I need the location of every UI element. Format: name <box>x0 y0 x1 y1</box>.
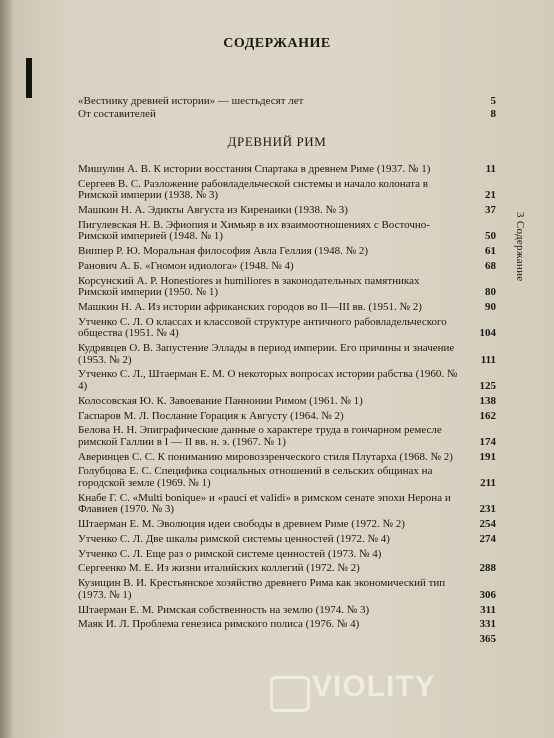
toc-entry-page: 365 <box>479 633 496 646</box>
toc-entry-text: Сергеев В. С. Разложение рабовладельческой системы и начало колоната в Римской империи (1938. № 3) <box>78 177 428 202</box>
toc-entry <box>78 246 496 258</box>
toc-entry-page: 231 <box>479 503 496 516</box>
front-matter-title: «Вестнику древней истории» — шестьдесят лет <box>78 95 304 107</box>
toc-entry-page: 61 <box>485 245 496 258</box>
toc-entry-text: Сергеенко М. Е. Из жизни италийских коллегий (1972. № 2) <box>78 562 360 575</box>
toc-entry <box>78 261 496 273</box>
toc-entry-page: 174 <box>479 435 496 448</box>
toc-entry-text: Кудрявцев О. В. Запустение Эллады в период империи. Его причины и значение (1953. № 2) <box>78 342 455 366</box>
toc-entry <box>78 452 496 464</box>
toc-entry-text: Пигулевская Н. В. Эфиопия и Химьяр в их взаимоотношениях с Восточно-Римской империей (1948. № 1) <box>78 218 430 243</box>
toc-entry-text: Утченко С. Л. Еще раз о римской системе ценностей (1973. № 4) <box>78 547 382 560</box>
front-matter-title: От составителей <box>78 108 156 120</box>
running-header: 3 Содержание <box>514 212 526 282</box>
watermark-logo-icon <box>270 676 310 712</box>
toc-entry-text: Утченко С. Л. О классах и классовой структуре античного рабовладельческого общества (1951. № 4) <box>78 315 447 340</box>
toc-entry <box>78 302 496 314</box>
front-matter-row <box>78 95 496 108</box>
toc-entry-page: 162 <box>479 409 496 422</box>
toc-entry-page: 331 <box>479 618 496 631</box>
toc-entry <box>78 519 496 531</box>
toc-entry <box>78 634 496 646</box>
toc-entry-page: 21 <box>485 189 496 202</box>
toc-entry <box>78 220 496 243</box>
toc-entry-text: Машкин Н. А. Эдикты Августа из Киренаики (1938. № 3) <box>78 204 348 217</box>
toc-entry <box>78 549 496 561</box>
toc-entry-text: Утченко С. Л., Штаерман Е. М. О некоторых вопросах истории рабства (1960. № 4) <box>78 368 458 392</box>
front-matter-page: 8 <box>490 108 496 120</box>
toc-entry <box>78 179 496 202</box>
toc-entry <box>78 369 496 392</box>
toc-entry-page: 288 <box>479 562 496 575</box>
toc-entry <box>78 205 496 217</box>
front-matter-row <box>78 108 496 121</box>
toc-entry-page: 211 <box>480 476 496 489</box>
toc-entry <box>78 396 496 408</box>
toc-entry-page: 50 <box>485 230 496 243</box>
toc-entry <box>78 276 496 299</box>
toc-entry-page: 125 <box>479 379 496 392</box>
toc-entry-text: Мишулин А. В. К истории восстания Спартака в древнем Риме (1937. № 1) <box>78 163 431 175</box>
toc-entry-page: 80 <box>485 286 496 299</box>
front-matter-page: 5 <box>490 95 496 107</box>
watermark-text: VIOLITY <box>312 670 436 703</box>
toc-entry-text: Колосовская Ю. К. Завоевание Паннонии Римом (1961. № 1) <box>78 394 363 407</box>
toc-entry <box>78 563 496 575</box>
toc-entry <box>78 466 496 489</box>
toc-entry-page: 11 <box>485 163 496 175</box>
toc-entry-page: 138 <box>479 394 496 407</box>
section-title: ДРЕВНИЙ РИМ <box>227 134 327 149</box>
toc-entry <box>78 534 496 546</box>
toc-entry-text: Кнабе Г. С. «Multi bonique» и «pauci et validi» в римском сенате эпохи Нерона и Флавиев (1970. № 3) <box>78 491 451 516</box>
toc-entry <box>78 425 496 448</box>
toc-entry-page: 306 <box>479 588 496 601</box>
toc-entry <box>78 411 496 423</box>
toc-entry-page: 104 <box>479 327 496 340</box>
toc-entry-page: 111 <box>480 353 496 366</box>
toc-entry-text: Ранович А. Б. «Гномон идиолога» (1948. № 4) <box>78 259 294 272</box>
toc-entry-text: Штаерман Е. М. Римская собственность на землю (1974. № 3) <box>78 603 370 616</box>
front-matter-list <box>78 95 496 121</box>
toc-entry <box>78 578 496 601</box>
toc-entry-text: Виппер Р. Ю. Моральная философия Авла Геллия (1948. № 2) <box>78 245 368 258</box>
toc-entry <box>78 619 496 631</box>
toc-entry-text: Штаерман Е. М. Эволюция идеи свободы в древнем Риме (1972. № 2) <box>78 518 405 531</box>
toc-entry <box>78 605 496 617</box>
toc-entry-page: 90 <box>485 301 496 314</box>
toc-entry-page: 311 <box>480 603 496 616</box>
toc-entry-text: Корсунский А. Р. Honestiores и humiliores в законодательных памятниках Римской империи (1950. № 1) <box>78 274 420 299</box>
toc-entry <box>78 164 496 176</box>
toc-entries <box>78 164 496 649</box>
toc-entry-text: Маяк И. Л. Проблема генезиса римского полиса (1976. № 4) <box>78 618 360 631</box>
toc-entry-text: Аверинцев С. С. К пониманию мировоззренческого стиля Плутарха (1968. № 2) <box>78 450 453 463</box>
binding-mark <box>26 58 32 98</box>
toc-entry-text: Кузищин В. И. Крестьянское хозяйство древнего Рима как экономический тип (1973. № 1) <box>78 577 446 601</box>
toc-entry-page: 37 <box>485 204 496 217</box>
toc-entry-text: Голубцова Е. С. Специфика социальных отношений в сельских общинах на городской земле (1969. № 1) <box>78 465 433 489</box>
toc-entry-text: Утченко С. Л. Две шкалы римской системы ценностей (1972. № 4) <box>78 532 390 545</box>
page-edge-shadow <box>0 0 14 738</box>
toc-entry-text: Белова Н. Н. Эпиграфические данные о характере труда в гончарном ремесле римской Галлии в I — II вв. н. э. (1967. № 1) <box>78 424 442 448</box>
toc-entry <box>78 493 496 516</box>
toc-entry-page: 191 <box>479 450 496 463</box>
toc-entry <box>78 343 496 366</box>
toc-entry-page: 254 <box>479 518 496 531</box>
toc-entry <box>78 317 496 340</box>
toc-entry-text: Машкин Н. А. Из истории африканских городов во II—III вв. (1951. № 2) <box>78 301 422 314</box>
toc-entry-text: Гаспаров М. Л. Послание Горация к Августу (1964. № 2) <box>78 409 344 422</box>
contents-heading: СОДЕРЖАНИЕ <box>223 36 331 51</box>
toc-entry-page: 68 <box>485 259 496 272</box>
toc-entry-page: 274 <box>479 532 496 545</box>
